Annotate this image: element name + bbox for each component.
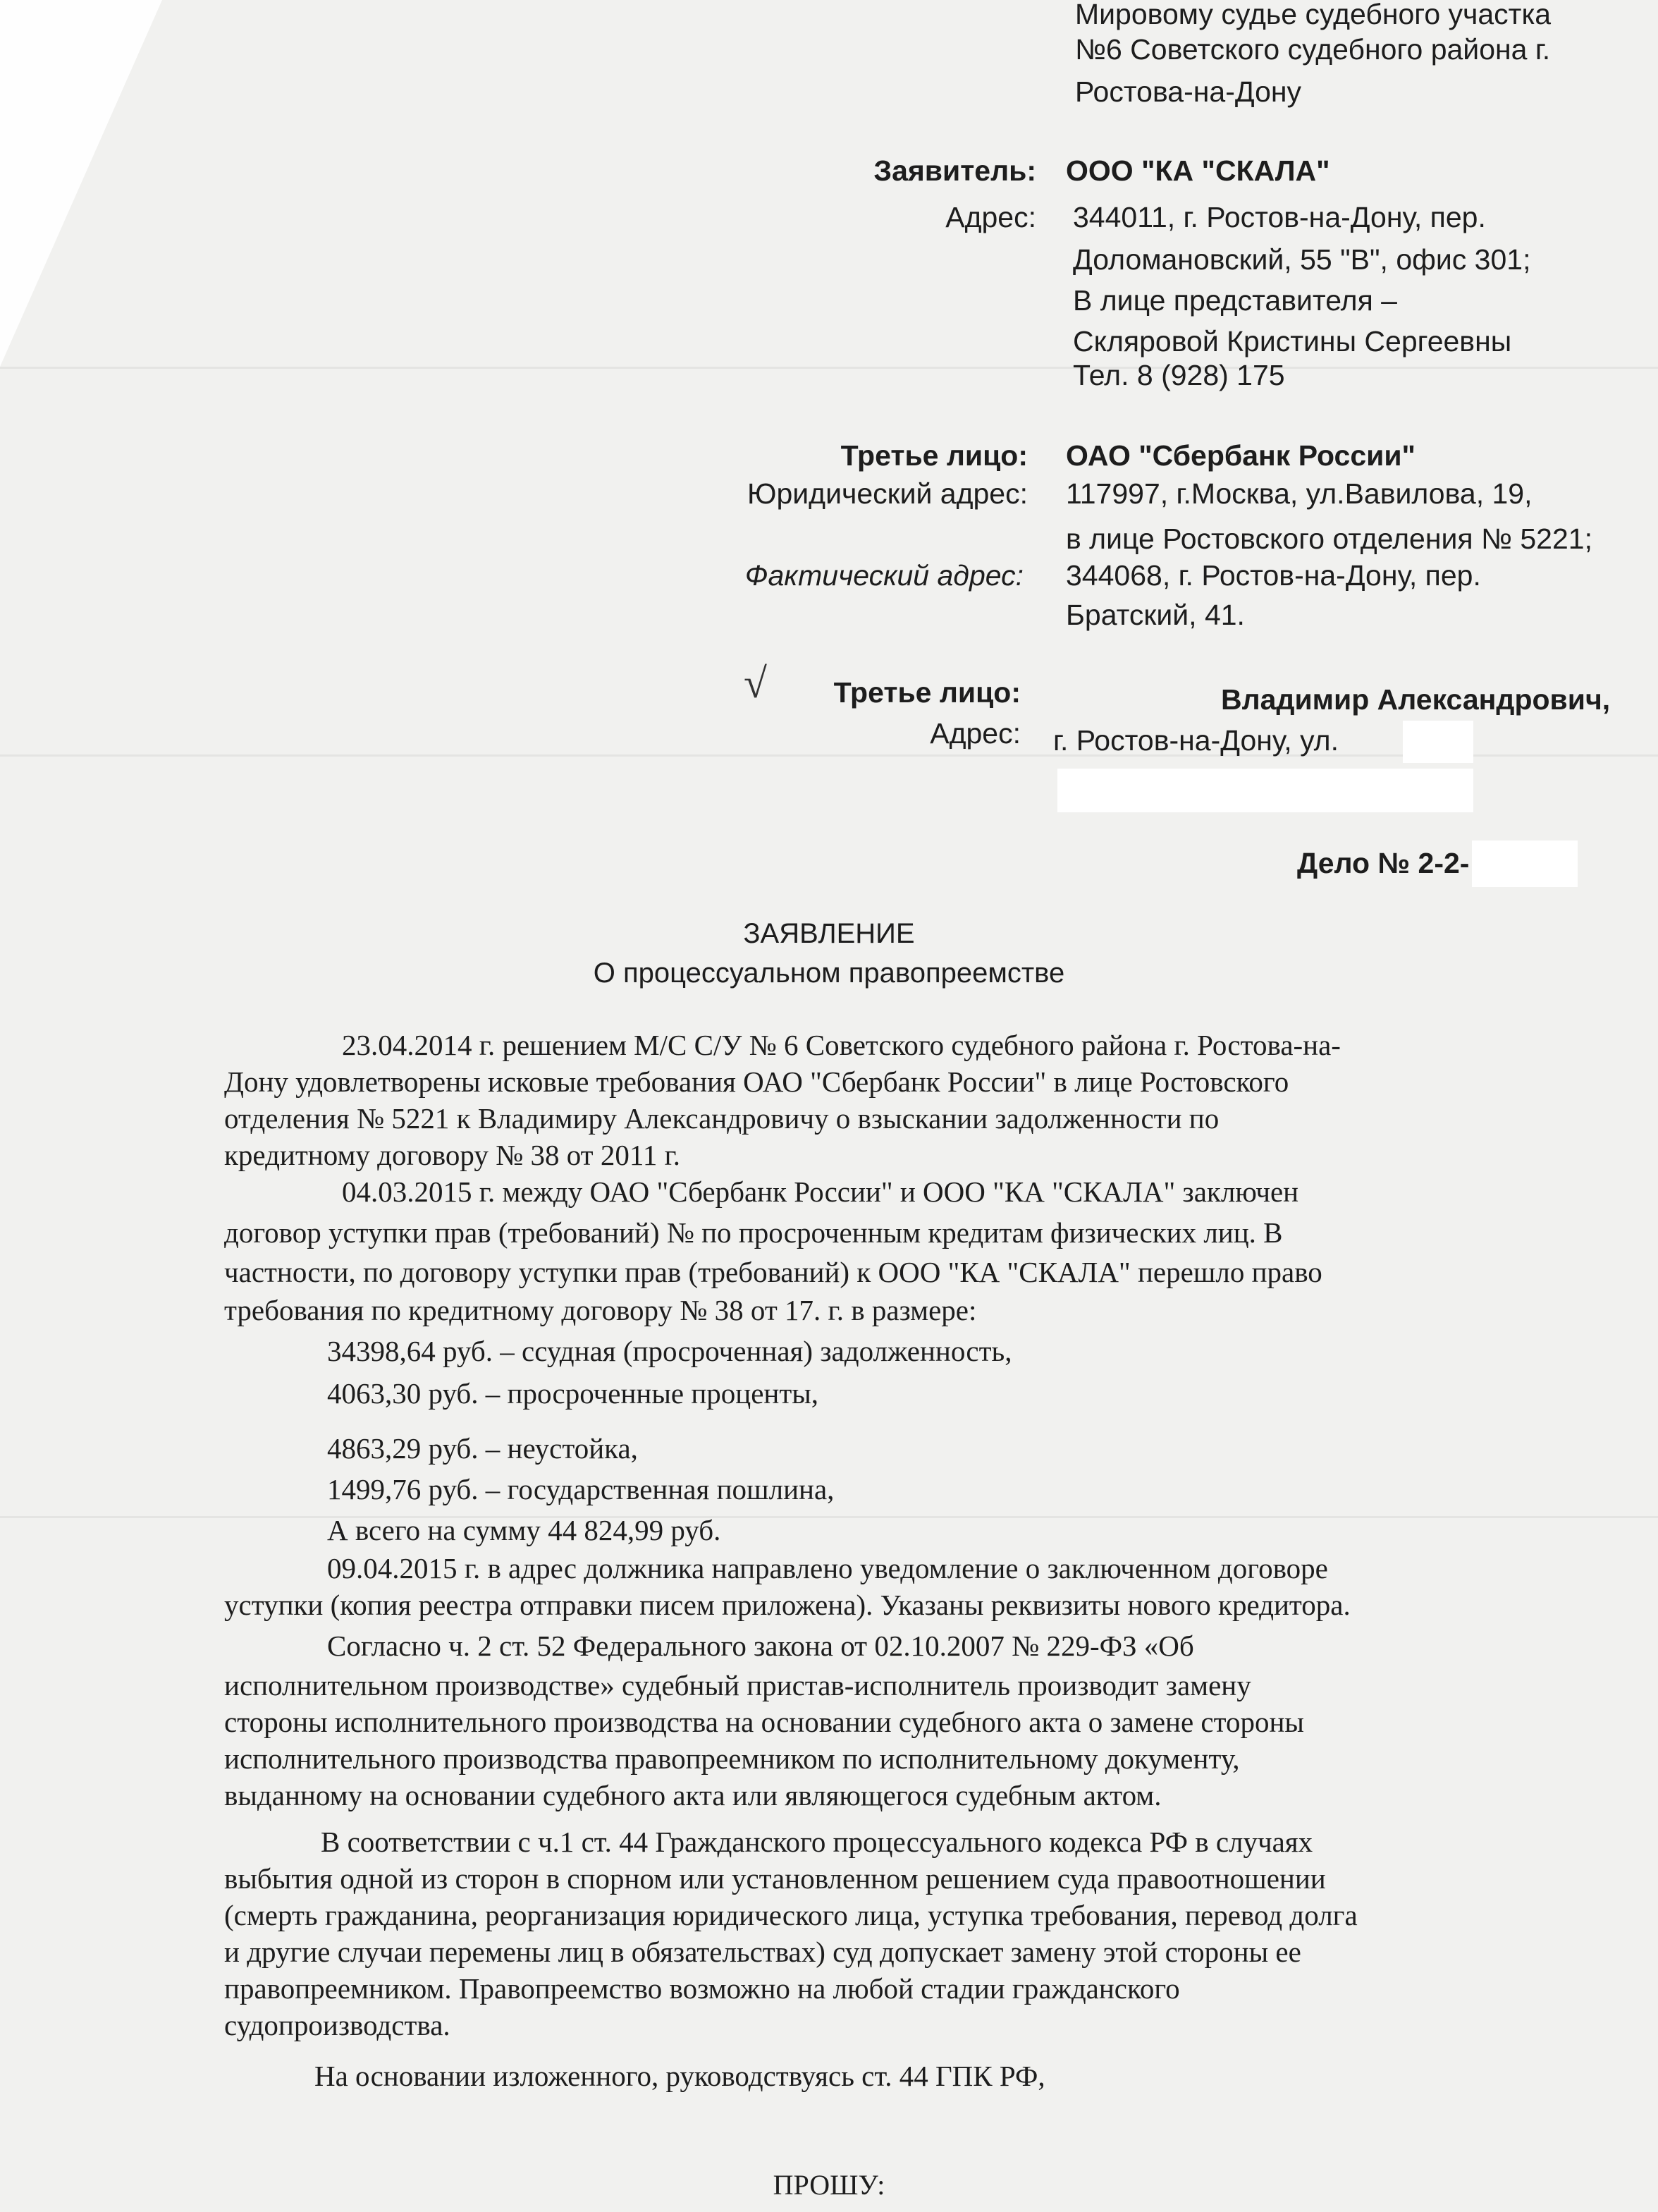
third-party-label: Третье лицо: (833, 676, 1021, 709)
body-line: правопреемником. Правопреемство возможно на любой стадии гражданского (224, 1972, 1180, 2005)
amount-total: А всего на сумму 44 824,99 руб. (327, 1514, 721, 1546)
court-line: Ростова-на-Дону (1075, 75, 1302, 108)
court-line: Мировому судье судебного участка (1075, 0, 1552, 30)
actual-address-label: Фактический адрес: (744, 559, 1024, 592)
body-line: уступки (копия реестра отправки писем приложена). Указаны реквизиты нового кредитора. (224, 1589, 1351, 1621)
body-line: 09.04.2015 г. в адрес должника направлено уведомление о заключенном договоре (327, 1552, 1328, 1584)
body-line: кредитному договору № 38 от 2011 г. (224, 1139, 681, 1171)
body-line: и другие случаи перемены лиц в обязательствах) суд допускает замену этой стороны ее (224, 1936, 1301, 1968)
applicant-address-label: Адрес: (945, 201, 1036, 233)
body-line: стороны исполнительного производства на основании судебного акта о замене стороны (224, 1706, 1304, 1738)
body-line: 23.04.2014 г. решением М/С С/У № 6 Советского судебного района г. Ростова-на- (342, 1029, 1341, 1061)
legal-address-line: в лице Ростовского отделения № 5221; (1066, 523, 1592, 555)
body-line: договор уступки прав (требований) № по просроченным кредитам физических лиц. В (224, 1216, 1283, 1249)
applicant-address-line: Скляровой Кристины Сергеевны (1073, 325, 1512, 358)
body-line: выданному на основании судебного акта или являющегося судебным актом. (224, 1779, 1162, 1811)
redaction-box (1057, 769, 1473, 812)
court-line: №6 Советского судебного района г. (1075, 33, 1551, 66)
body-line: (смерть гражданина, реорганизация юридического лица, уступка требования, перевод долга (224, 1899, 1358, 1931)
actual-address-line: Братский, 41. (1066, 599, 1245, 631)
amount-line: 1499,76 руб. – государственная пошлина, (327, 1473, 835, 1505)
body-line: отделения № 5221 к Владимиру Александровичу о взыскании задолженности по (224, 1102, 1220, 1135)
third-party-address-label: Адрес: (930, 717, 1021, 750)
applicant-phone: Тел. 8 (928) 175 (1073, 359, 1285, 391)
body-line: В соответствии с ч.1 ст. 44 Гражданского процессуального кодекса РФ в случаях (321, 1826, 1313, 1858)
body-line: Дону удовлетворены исковые требования ОАО "Сбербанк России" в лице Ростовского (224, 1065, 1289, 1098)
redaction-box (1472, 841, 1578, 887)
body-line: исполнительного производства правопреемником по исполнительному документу, (224, 1742, 1240, 1775)
amount-line: 4863,29 руб. – неустойка, (327, 1432, 638, 1465)
third-party-name: ОАО "Сбербанк России" (1066, 439, 1416, 472)
legal-address-line: 117997, г.Москва, ул.Вавилова, 19, (1066, 477, 1533, 510)
legal-address-label: Юридический адрес: (747, 477, 1028, 510)
actual-address-line: 344068, г. Ростов-на-Дону, пер. (1066, 559, 1481, 592)
body-line: 04.03.2015 г. между ОАО "Сбербанк России" и ООО "КА "СКАЛА" заключен (342, 1175, 1299, 1208)
body-line: выбытия одной из сторон в спорном или установленном решением суда правоотношении (224, 1862, 1326, 1895)
body-line: судопроизводства. (224, 2009, 450, 2041)
handwritten-checkmark: √ (744, 660, 767, 707)
applicant-label: Заявитель: (873, 154, 1036, 187)
applicant-name: ООО "КА "СКАЛА" (1066, 154, 1330, 187)
third-party-name: Владимир Александрович, (1221, 683, 1611, 716)
document-title: ЗАЯВЛЕНИЕ (743, 918, 915, 949)
applicant-address-line: 344011, г. Ростов-на-Дону, пер. (1073, 201, 1486, 233)
scan-streak (0, 1516, 1658, 1518)
folded-corner (0, 0, 162, 367)
document-subtitle: О процессуальном правопреемстве (593, 958, 1065, 989)
request-heading: ПРОШУ: (773, 2169, 885, 2201)
third-party-label: Третье лицо: (840, 439, 1028, 472)
case-number: Дело № 2-2- (1297, 847, 1470, 879)
body-line: требования по кредитному договору № 38 от 17. г. в размере: (224, 1294, 977, 1326)
amount-line: 34398,64 руб. – ссудная (просроченная) задолженность, (327, 1335, 1012, 1367)
body-line: Согласно ч. 2 ст. 52 Федерального закона от 02.10.2007 № 229-ФЗ «Об (327, 1630, 1194, 1662)
scan-streak (0, 367, 1658, 369)
redaction-box (1403, 721, 1473, 763)
body-line: На основании изложенного, руководствуясь ст. 44 ГПК РФ, (314, 2060, 1045, 2092)
body-line: исполнительном производстве» судебный пристав-исполнитель производит замену (224, 1669, 1251, 1701)
applicant-address-line: В лице представителя – (1073, 284, 1397, 317)
applicant-address-line: Доломановский, 55 "В", офис 301; (1073, 243, 1531, 276)
amount-line: 4063,30 руб. – просроченные проценты, (327, 1377, 819, 1410)
body-line: частности, по договору уступки прав (требований) к ООО "КА "СКАЛА" перешло право (224, 1256, 1322, 1288)
third-party-address: г. Ростов-на-Дону, ул. (1053, 724, 1339, 757)
